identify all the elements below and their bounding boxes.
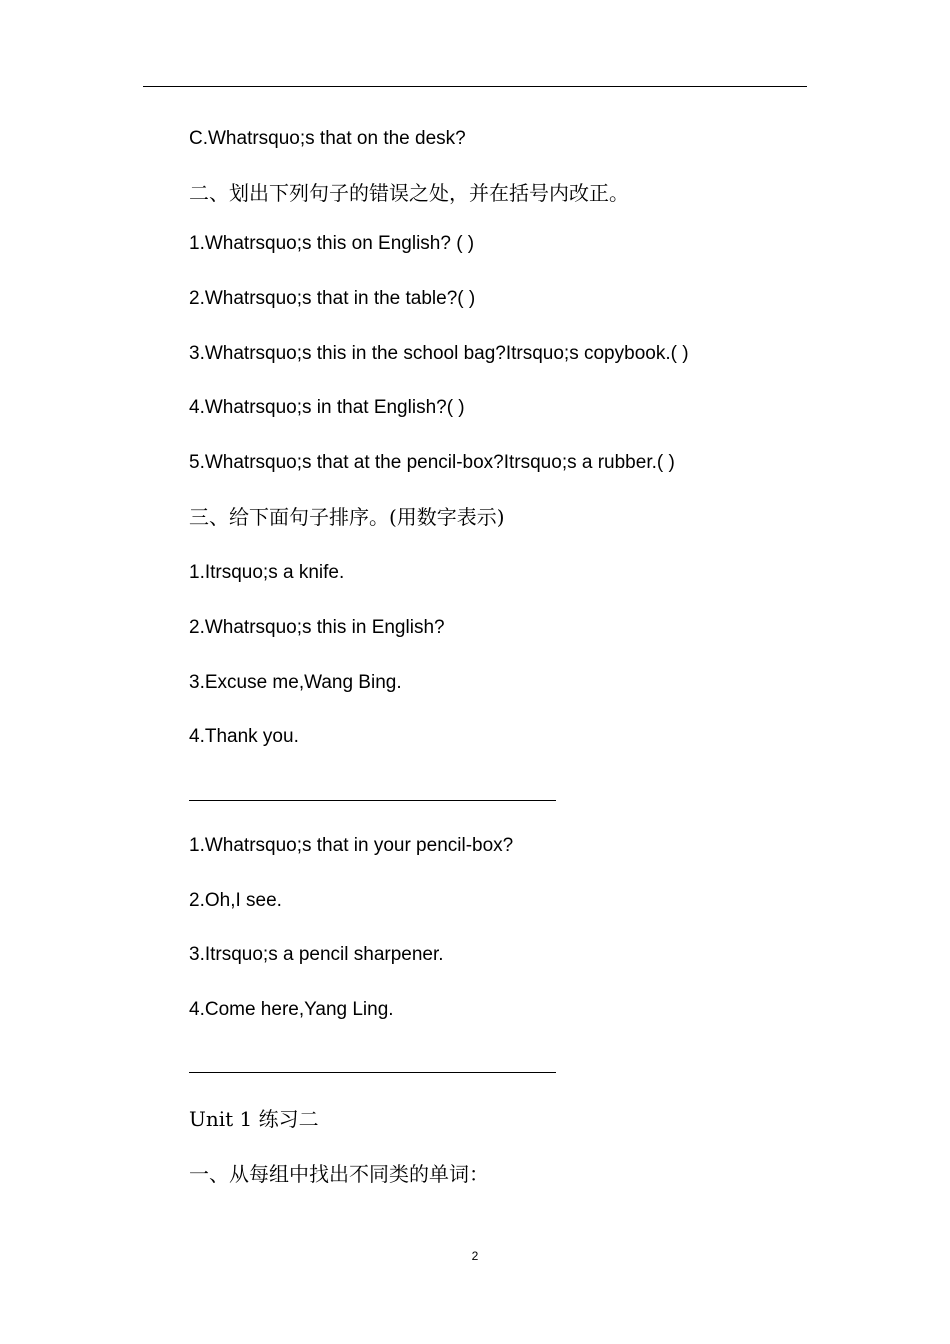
answer-blank-line [189, 1072, 556, 1073]
order-a-item-2: 2.Whatrsquo;s this in English? [189, 617, 445, 638]
section-2-heading: 二、划出下列句子的错误之处，并在括号内改正。 [189, 181, 629, 205]
error-item-4: 4.Whatrsquo;s in that English?( ) [189, 397, 465, 418]
section-1-heading: 一、从每组中找出不同类的单词： [189, 1162, 489, 1186]
order-a-item-3: 3.Excuse me,Wang Bing. [189, 672, 402, 693]
error-item-1: 1.Whatrsquo;s this on English? ( ) [189, 233, 475, 254]
order-a-item-1: 1.Itrsquo;s a knife. [189, 562, 345, 583]
header-rule [143, 86, 807, 87]
order-b-item-2: 2.Oh,I see. [189, 890, 282, 911]
error-item-5: 5.Whatrsquo;s that at the pencil-box?Itrsquo;s a rubber.( ) [189, 452, 675, 473]
order-b-item-3: 3.Itrsquo;s a pencil sharpener. [189, 944, 444, 965]
error-item-3: 3.Whatrsquo;s this in the school bag?Itrsquo;s copybook.( ) [189, 343, 689, 364]
answer-blank-line [189, 800, 556, 801]
order-a-item-4: 4.Thank you. [189, 726, 299, 747]
order-b-item-4: 4.Come here,Yang Ling. [189, 999, 394, 1020]
page-number: 2 [471, 1249, 479, 1263]
order-b-item-1: 1.Whatrsquo;s that in your pencil-box? [189, 835, 514, 856]
error-item-2: 2.Whatrsquo;s that in the table?( ) [189, 288, 476, 309]
option-c: C.Whatrsquo;s that on the desk? [189, 128, 466, 149]
section-3-heading: 三、给下面句子排序。(用数字表示) [189, 505, 505, 529]
unit-title: Unit 1 练习二 [189, 1107, 319, 1131]
